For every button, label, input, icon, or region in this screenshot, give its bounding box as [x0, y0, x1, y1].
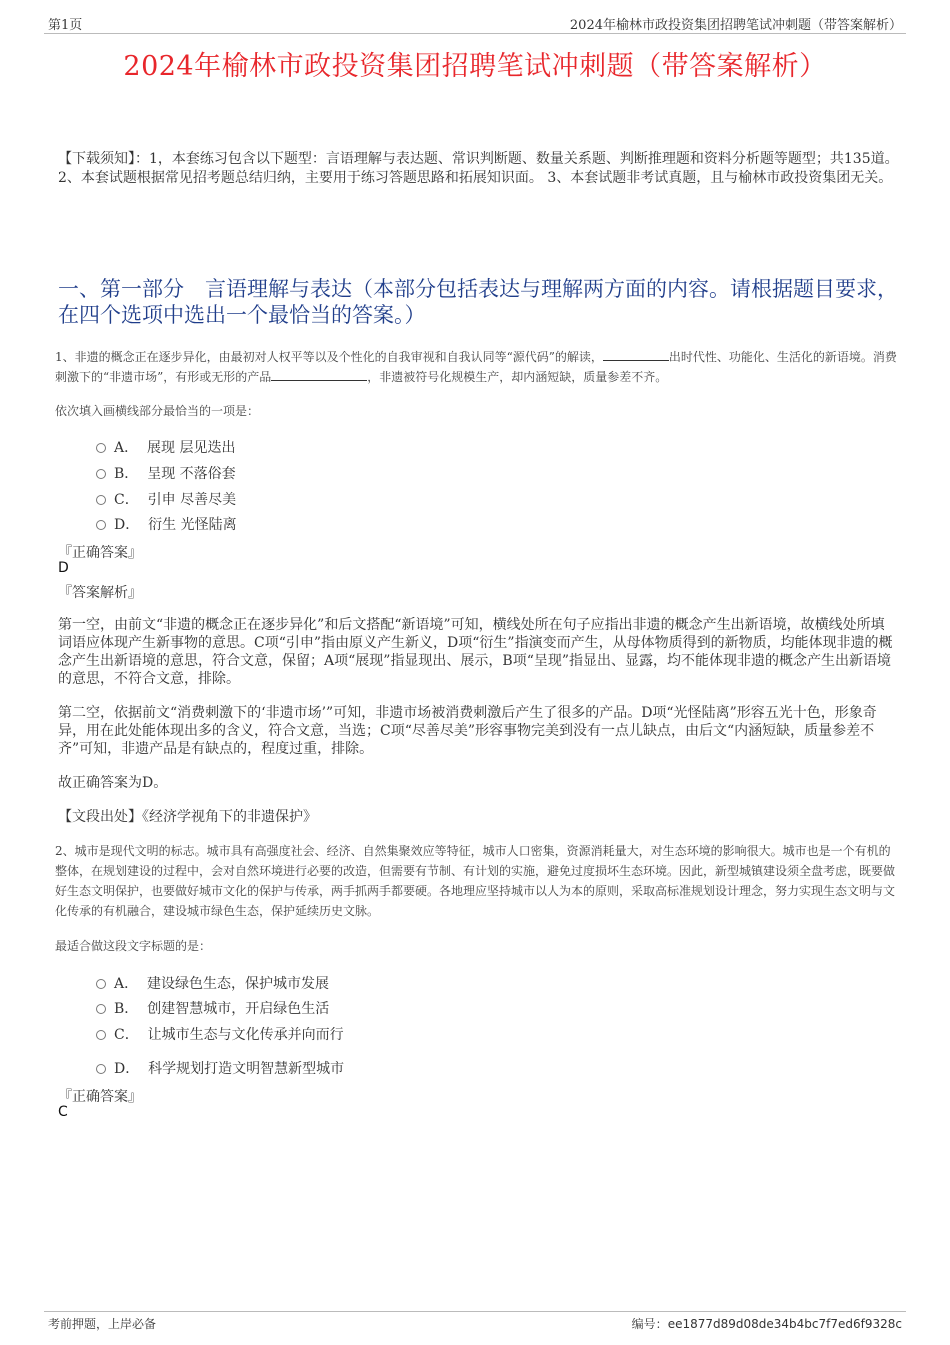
q1-stem-part-a: 1、非遗的概念正在逐步异化，由最初对人权平等以及个性化的自我审视和自我认同等“源代码”的解读， [55, 350, 603, 364]
question-2-stem: 2、城市是现代文明的标志。城市具有高强度社会、经济、自然集聚效应等特征，城市人口密集，资源消耗量大，对生态环境的影响很大。城市也是一个有机的整体，在规划建设的过程中，会对自然环境进行必要的改造，但需要有节制、有计划的实施，避免过度损坏生态环境。因此，新型城镇建设须全盘考虑，既要做好生态文明保护，也要做好城市文化的保护与传承，两手抓两手都要硬。各地理应坚持城市以人为本的原则，采取高标准规划设计理念，努力实现生态文明与文化传承的有机融合，建设城市绿色生态，保护延续历史文脉。 [55, 844, 896, 918]
radio-icon[interactable] [96, 520, 106, 530]
q1-blank-2 [271, 367, 367, 381]
radio-icon[interactable] [96, 495, 106, 505]
q1-prompt: 依次填入画横线部分最恰当的一项是： [55, 404, 260, 418]
q1-answer-label: 『正确答案』 [58, 545, 142, 561]
option-key: B． [114, 466, 139, 482]
q1-analysis-para-1: 第一空，由前文“非遗的概念正在逐步异化”和后文搭配“新语境”可知，横线处所在句子应指出非遗的概念产生出新语境，故横线处所填词语应体现产生新事物的意思。C项“引申”指由原义产生新义，D项“衍生”指演变而产生，从母体物质得到的新物质，均能体现非遗的概念产生出新语境的意思，符合文意，保留；A项“展现”指显现出、展示，B项“呈现”指显出、显露，均不能体现非遗的概念产生出新语境的意思，不符合文意，排除。 [58, 617, 893, 687]
footer-code [632, 1315, 902, 1332]
radio-icon[interactable] [96, 1030, 106, 1040]
download-notice: 【下载须知】：1，本套练习包含以下题型：言语理解与表达题、常识判断题、数量关系题、判断推理题和资料分析题等题型；共135道。 2、本套试题根据常见招考题总结归纳，主要用于练习答题思路和拓展知识面。 3、本套试题非考试真题，且与榆林市政投资集团无关。 [58, 151, 899, 186]
q1-analysis-label: 『答案解析』 [58, 585, 142, 601]
option-key: B． [114, 1001, 139, 1017]
footer-code-value: ee1877d89d08de34b4bc7f7ed6f9328c [667, 1317, 902, 1331]
q2-option-d[interactable] [96, 1058, 344, 1078]
option-text: 建设绿色生态，保护城市发展 [147, 976, 330, 992]
q2-option-a[interactable] [96, 973, 329, 993]
option-text: 衍生 光怪陆离 [148, 517, 237, 533]
q1-answer: D [58, 560, 69, 576]
option-text: 呈现 不落俗套 [147, 466, 236, 482]
section-heading: 一、第一部分 言语理解与表达（本部分包括表达与理解两方面的内容。请根据题目要求，在四个选项中选出一个最恰当的答案。） [58, 277, 898, 327]
page-title: 2024年榆林市政投资集团招聘笔试冲刺题（带答案解析） [123, 51, 827, 82]
option-key: C． [114, 492, 139, 508]
option-text: 展现 层见迭出 [147, 440, 236, 456]
q1-option-b[interactable] [96, 463, 236, 483]
q1-option-d[interactable] [96, 514, 237, 534]
q2-option-b[interactable] [96, 998, 329, 1018]
option-text: 引申 尽善尽美 [147, 492, 237, 508]
q1-stem-part-b: 出时代性、功能化、生活化的新语境。消费刺激下的“非遗市场”，有形或无形的产品 [55, 350, 897, 384]
option-text: 创建智慧城市，开启绿色生活 [147, 1001, 330, 1017]
footer-slogan: 考前押题，上岸必备 [48, 1317, 157, 1331]
question-1-stem [55, 347, 900, 387]
option-key: D． [114, 1061, 140, 1077]
footer-divider [44, 1311, 906, 1312]
q1-blank-1 [603, 347, 669, 361]
option-key: A． [114, 976, 139, 992]
option-key: C． [114, 1027, 139, 1043]
option-text: 科学规划打造文明智慧新型城市 [148, 1061, 345, 1077]
option-key: D． [114, 517, 140, 533]
q2-answer-label: 『正确答案』 [58, 1089, 142, 1105]
radio-icon[interactable] [96, 469, 106, 479]
radio-icon[interactable] [96, 1064, 106, 1074]
q2-answer: C [58, 1104, 68, 1120]
option-text: 让城市生态与文化传承并向而行 [147, 1027, 344, 1043]
header-divider [44, 33, 906, 34]
radio-icon[interactable] [96, 1004, 106, 1014]
q1-option-a[interactable] [96, 437, 235, 457]
radio-icon[interactable] [96, 443, 106, 453]
header-doc-title: 2024年榆林市政投资集团招聘笔试冲刺题（带答案解析） [569, 18, 902, 33]
q1-option-c[interactable] [96, 489, 236, 509]
footer-code-label: 编号： [631, 1317, 668, 1331]
q2-prompt: 最适合做这段文字标题的是： [55, 939, 212, 953]
q1-source: 【文段出处】《经济学视角下的非遗保护》 [58, 809, 317, 825]
q1-stem-part-c: ，非遗被符号化规模生产，却内涵短缺，质量参差不齐。 [367, 370, 668, 384]
q1-analysis-conclusion: 故正确答案为D。 [58, 775, 168, 791]
page-number: 第1页 [48, 18, 83, 33]
radio-icon[interactable] [96, 979, 106, 989]
q1-analysis-para-2: 第二空，依据前文“消费刺激下的‘非遗市场’”可知，非遗市场被消费刺激后产生了很多的产品。D项“光怪陆离”形容五光十色，形象奇异，用在此处能体现出多的含义，符合文意，当选；C项“尽善尽美”形容事物完美到没有一点儿缺点，由后文“内涵短缺，质量参差不齐”可知，非遗产品是有缺点的，程度过重，排除。 [58, 705, 877, 757]
q2-option-c[interactable] [96, 1024, 344, 1044]
option-key: A． [114, 440, 139, 456]
